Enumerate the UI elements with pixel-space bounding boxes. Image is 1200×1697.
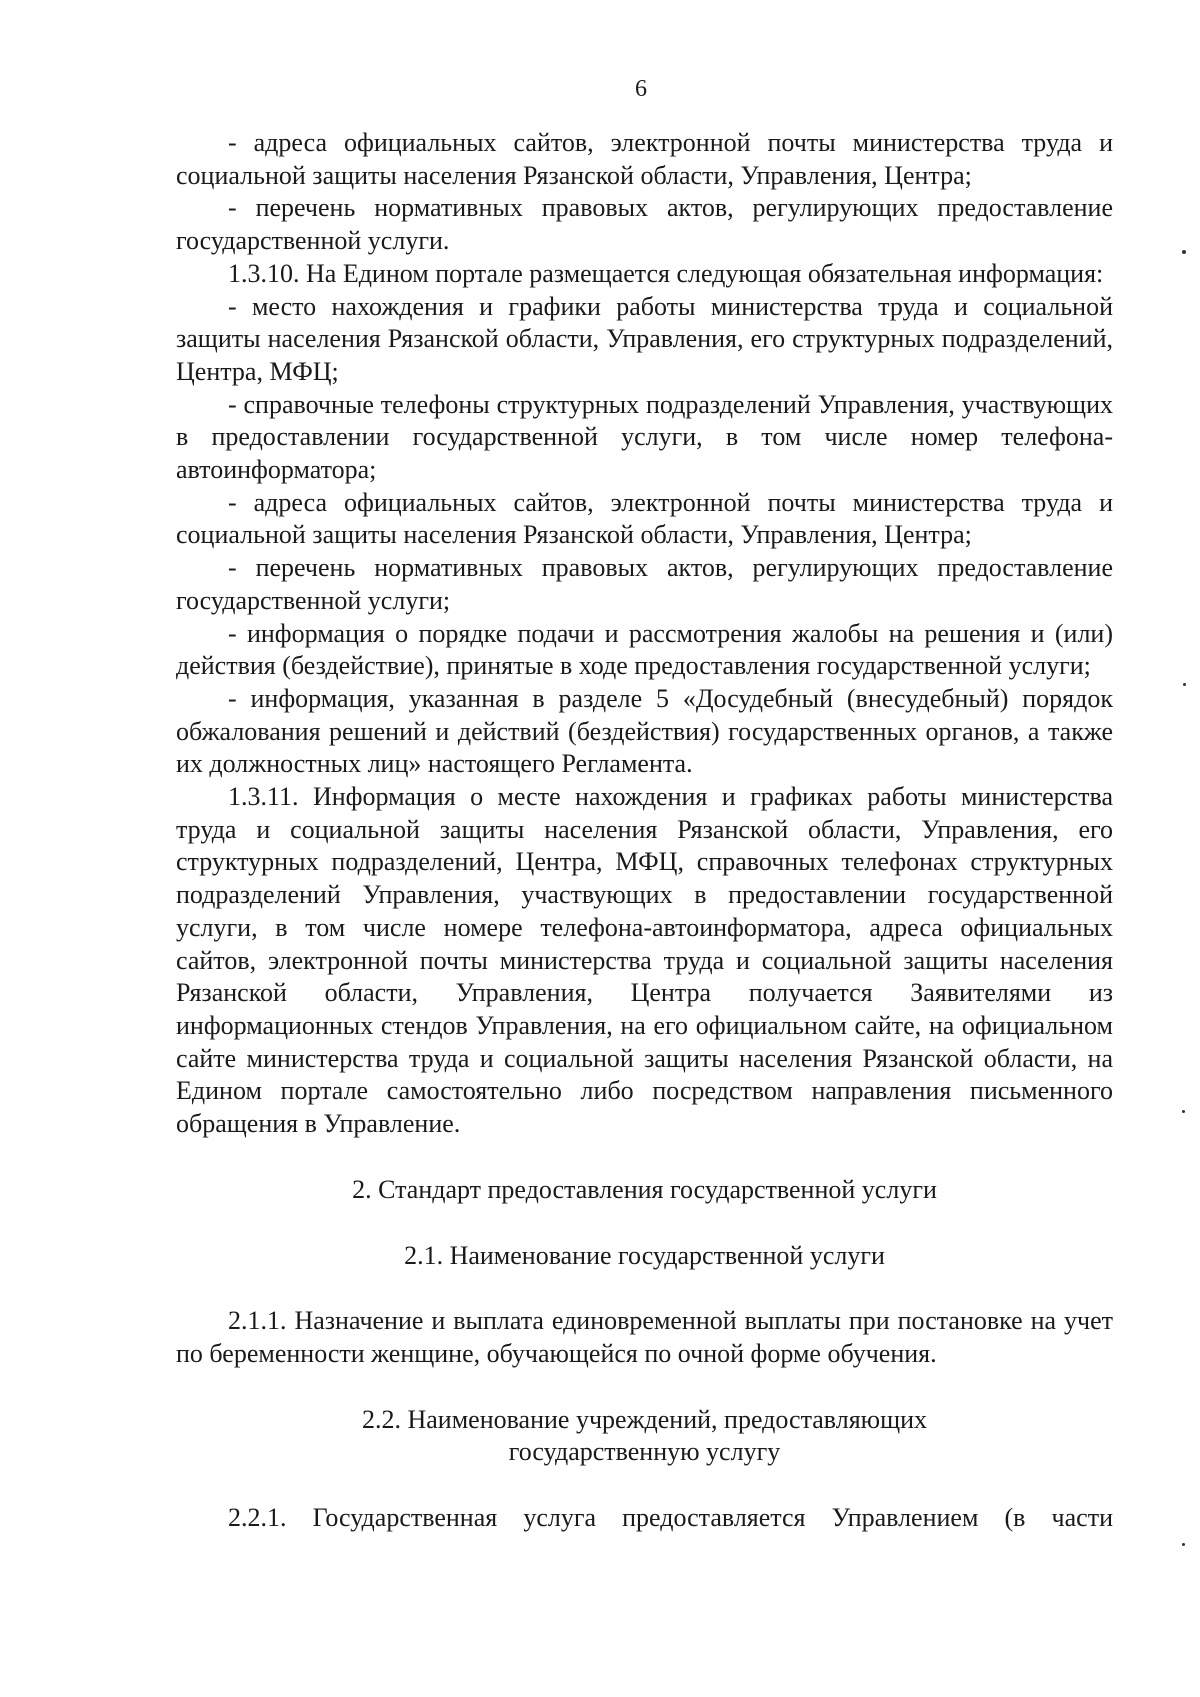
page-number: 6: [635, 76, 647, 102]
section-2-2-heading-line2: государственную услугу: [508, 1437, 781, 1467]
paragraph-location-schedule: - место нахождения и графики работы министерства труда и социальной защиты населения Рязанской области, Управления, его структурных подразделений, Центра, МФЦ;: [176, 291, 1113, 386]
paragraph-websites-2: - адреса официальных сайтов, электронной почты министерства труда и социальной защиты населения Рязанской области, Управления, Центра;: [176, 487, 1113, 550]
section-2-1-heading: 2.1. Наименование государственной услуги: [404, 1240, 885, 1270]
section-2-heading: 2. Стандарт предоставления государственной услуги: [352, 1174, 937, 1204]
paragraph-legal-acts-2: - перечень нормативных правовых актов, регулирующих предоставление государственной услуги;: [176, 553, 1113, 615]
section-2-2-heading: [176, 1404, 1113, 1469]
section-2-2-heading-line1: 2.2. Наименование учреждений, предоставляющих: [361, 1404, 928, 1434]
paragraph-phones: - справочные телефоны структурных подразделений Управления, участвующих в предоставлении государственной услуги, в том числе номер телефона-автоинформатора;: [176, 389, 1113, 485]
scan-speck-2: [1183, 683, 1186, 686]
scan-speck-3: [1182, 1110, 1185, 1113]
paragraph-section-5-info: - информация, указанная в разделе 5 «Досудебный (внесудебный) порядок обжалования решений и действий (бездействия) государственных органов, а также их должностных лиц» настоящего Регламента.: [176, 683, 1113, 779]
paragraph-2-1-1: 2.1.1. Назначение и выплата единовременной выплаты при постановке на учет по беременности женщине, обучающейся по очной форме обучения.: [176, 1306, 1113, 1368]
scan-speck-4: [1182, 1543, 1185, 1546]
paragraph-legal-acts-1: - перечень нормативных правовых актов, регулирующих предоставление государственной услуги.: [176, 193, 1113, 256]
document-body: [176, 127, 1113, 1535]
paragraph-1-3-11: 1.3.11. Информация о месте нахождения и графиках работы министерства труда и социальной защиты населения Рязанской области, Управления, его структурных подразделений, Центра, МФЦ, справочных телефонах структурных подразделений Управления, участвующих в предоставлении государственной услуги, в том числе номере телефона-автоинформатора, адреса официальных сайтов, электронной почты министерства труда и социальной защиты населения Рязанской области, Управления, Центра получается Заявителями из информационных стендов Управления, на его официальном сайте, на официальном сайте министерства труда и социальной защиты населения Рязанской области, на Едином портале самостоятельно либо посредством направления письменного обращения в Управление.: [176, 782, 1113, 1139]
paragraph-websites-1: - адреса официальных сайтов, электронной почты министерства труда и социальной защиты населения Рязанской области, Управления, Центра;: [176, 128, 1113, 190]
scan-speck-1: [1182, 250, 1186, 254]
paragraph-2-2-1: 2.2.1. Государственная услуга предоставляется Управлением (в части: [228, 1503, 1113, 1533]
paragraph-1-3-10: 1.3.10. На Едином портале размещается следующая обязательная информация:: [228, 258, 1104, 288]
paragraph-complaints: - информация о порядке подачи и рассмотрения жалобы на решения и (или) действия (бездействие), принятые в ходе предоставления государственной услуги;: [176, 618, 1113, 681]
